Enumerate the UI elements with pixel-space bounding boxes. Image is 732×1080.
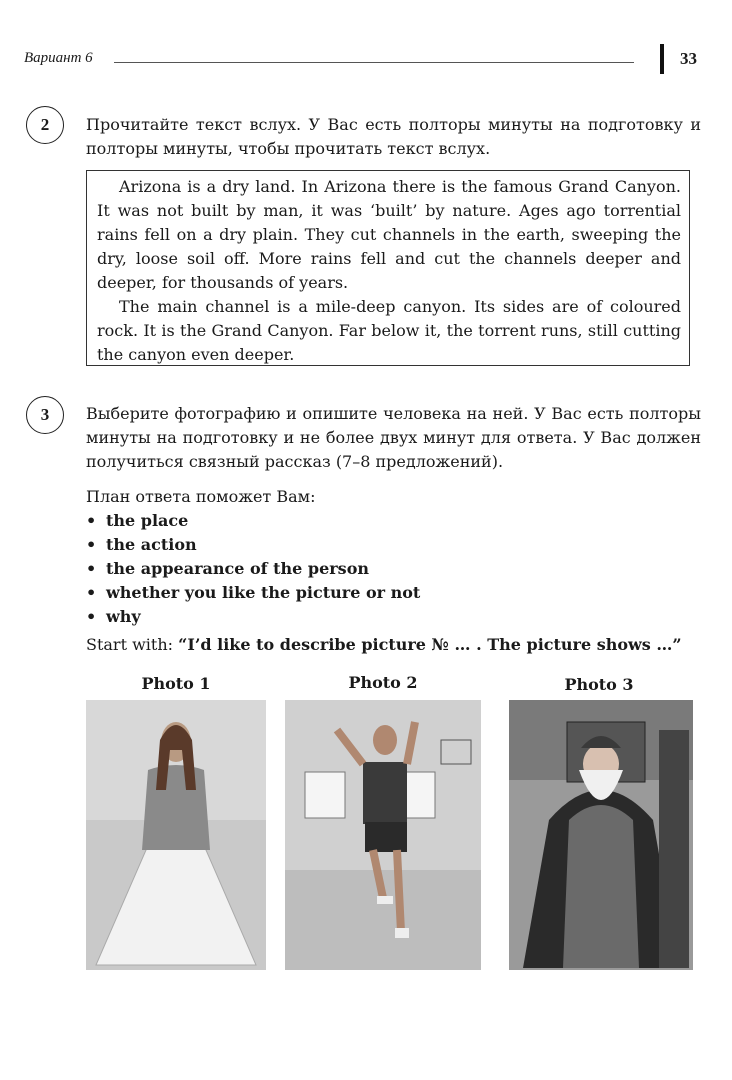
variant-label: Вариант 6 [24,50,93,66]
bullet-icon: • [86,535,97,554]
header-rule [114,62,634,63]
bullet-icon: • [86,607,97,626]
photo-3-image[interactable] [509,700,693,970]
start-phrase: “I’d like to describe picture № … . The picture shows …” [178,635,682,654]
reading-paragraph-2: The main channel is a mile-deep canyon. Its sides are of coloured rock. It is the Grand Canyon. Far below it, the torrent runs, still cutting the canyon even deeper. [97,297,681,364]
task-3-badge: 3 [26,396,64,434]
start-prefix: Start with: [86,635,179,654]
bullet-icon: • [86,583,97,602]
plan-item: • the appearance of the person [86,557,701,581]
photo-2-image[interactable] [285,700,481,970]
header-bar [660,44,664,74]
page-number: 33 [680,49,697,68]
bullet-icon: • [86,511,97,530]
bullet-icon: • [86,559,97,578]
plan-item: • why [86,605,701,629]
plan-list [86,509,701,629]
photo-1-image[interactable] [86,700,266,970]
task-3-instruction: Выберите фотографию и опишите человека на ней. У Вас есть полторы минуты на подготовку и не более двух минут для ответа. У Вас должен получиться связный рассказ (7–8 предложений). [86,404,701,471]
task-2-badge: 2 [26,106,64,144]
photo-3-title: Photo 3 [564,675,634,694]
reading-paragraph-1: Arizona is a dry land. In Arizona there is the famous Grand Canyon. It was not built by man, it was ‘built’ by nature. Ages ago torrential rains fell on a dry plain. They cut channels in the earth, sweeping the dry, loose soil off. More rains fell and cut the channels deeper and deeper, for thousands of years. [97,177,681,292]
plan-item: • the action [86,533,701,557]
photo-1-title: Photo 1 [141,674,211,693]
start-with-line [86,633,701,657]
task-2-instruction: Прочитайте текст вслух. У Вас есть полторы минуты на подготовку и полторы минуты, чтобы прочитать текст вслух. [86,115,701,158]
answer-plan [86,485,701,657]
plan-item: • whether you like the picture or not [86,581,701,605]
reading-text-box [86,170,690,366]
plan-item: • the place [86,509,701,533]
photo-2-title: Photo 2 [348,673,418,692]
plan-intro: План ответа поможет Вам: [86,487,316,506]
